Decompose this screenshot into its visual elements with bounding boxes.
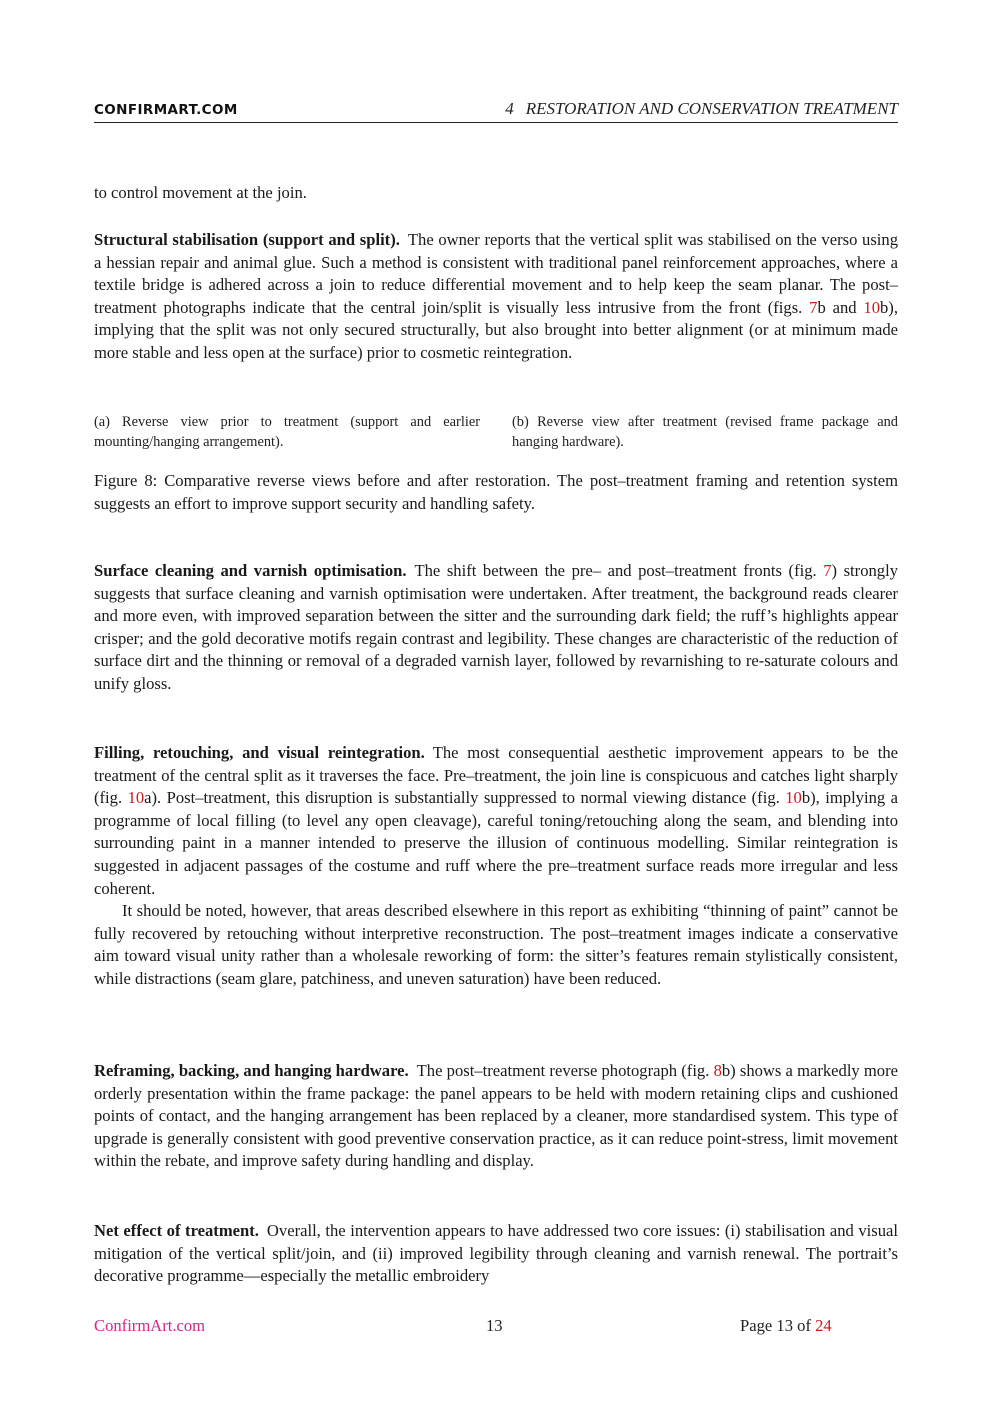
figure-ref-link[interactable]: 7: [809, 297, 818, 317]
figure-ref-link[interactable]: 8: [713, 1061, 722, 1080]
paragraph-heading: Surface cleaning and varnish optimisation.: [94, 561, 407, 580]
paragraph-surface-cleaning: Surface cleaning and varnish optimisation. The shift between the pre– and post–treatment fronts (fig. 7) strongly suggests that surface cleaning and varnish optimisation were undertaken. After treatment, the background reads clearer and more even, with improved separation between the sitter and the surrounding dark field; the ruff’s highlights appear crisper; and the gold decorative motifs regain contrast and legibility. These changes are characteristic of the reduction of surface dirt and the thinning or removal of a degraded varnish layer, followed by revarnishing to re-saturate colours and unify gloss.: [94, 561, 898, 693]
figure-ref-link[interactable]: 10: [127, 788, 145, 808]
paragraph-net-effect: Net effect of treatment. Overall, the intervention appears to have addressed two core issues: (i) stabilisation and visual mitigation of the vertical split/join, and (ii) improved legibility through cleaning and varnish renewal. The portrait’s decorative programme—especially the metallic embroidery: [94, 1221, 899, 1286]
subcaption-a: (a) Reverse view prior to treatment (support and earlier mounting/hanging arrangement).: [94, 414, 480, 450]
figure-ref-link[interactable]: 10: [785, 788, 802, 808]
section-title: RESTORATION AND CONSERVATION TREATMENT: [525, 99, 898, 118]
paragraph-heading: Reframing, backing, and hanging hardware.: [94, 1061, 409, 1080]
figure-ref-link[interactable]: 10: [863, 297, 880, 317]
total-pages-link[interactable]: 24: [815, 1316, 832, 1335]
page-footer: [94, 1316, 898, 1338]
page-header: [94, 98, 898, 123]
subcaption-b: (b) Reverse view after treatment (revised frame package and hanging hardware).: [512, 414, 898, 450]
footer-page-number: 13: [486, 1316, 503, 1335]
paragraph-filling: Filling, retouching, and visual reintegration. The most consequential aesthetic improvement appears to be the treatment of the central split as it traverses the face. Pre–treatment, the join line is conspicuous and catches light sharply (fig. 10a). Post–treatment, this disruption is substantially suppressed to normal viewing distance (fig. 10b), implying a programme of local filling (to level any open cleavage), careful toning/retouching along the seam, and blending into surrounding paint in a manner intended to preserve the illusion of continuous modelling. Similar reintegration is suggested in adjacent passages of the costume and ruff where the pre–treatment surface reads more irregular and less coherent. It should be noted, however, that areas described elsewhere in this report as exhibiting “thinning of paint” cannot be fully recovered by retouching without interpretive reconstruction. The post–treatment images indicate a conservative aim toward visual unity rather than a wholesale reworking of form: the sitter’s features remain stylistically consistent, while distractions (seam glare, patchiness, and uneven saturation) have been reduced.: [94, 742, 898, 991]
paragraph-structural: Structural stabilisation (support and split). The owner reports that the vertical split was stabilised on the verso using a hessian repair and animal glue. Such a method is consistent with traditional panel reinforcement approaches, where a textile bridge is adhered across a join to reduce differential movement and to help keep the seam planar. The post–treatment photographs indicate that the central join/split is visually less intrusive from the front (figs. 7b and 10b), implying that the split was not only secured structurally, but also brought into better alignment (or at minimum made more stable and less open at the surface) prior to cosmetic reintegration.: [94, 230, 898, 362]
figure-8-caption: Figure 8: Comparative reverse views before and after restoration. The post–treatment framing and retention system suggests an effort to improve support security and handling safety.: [94, 471, 898, 513]
footer-site-link[interactable]: ConfirmArt.com: [94, 1316, 206, 1335]
continuation-text: to control movement at the join.: [94, 183, 307, 202]
section-number: 4: [505, 99, 514, 118]
footer-page-of: Page 13 of 24: [740, 1316, 832, 1335]
running-head: [505, 99, 898, 119]
paragraph-heading: Structural stabilisation (support and split).: [94, 230, 400, 249]
paragraph-reframing: Reframing, backing, and hanging hardware. The post–treatment reverse photograph (fig. 8b) shows a markedly more orderly presentation within the frame package: the panel appears to be held with modern retaining clips and cushioned points of contact, and the hanging arrangement has been replaced by a cleaner, more standardised system. This type of upgrade is generally consistent with good preventive conservation practice, as it can reduce point-stress, limit movement within the rebate, and improve safety during handling and display.: [94, 1061, 898, 1171]
confirmart-logo: CONFIRMART.COM: [94, 102, 238, 118]
paragraph-heading: Net effect of treatment.: [94, 1221, 259, 1240]
figure-ref-link[interactable]: 7: [823, 561, 832, 580]
paragraph-heading: Filling, retouching, and visual reintegration.: [94, 743, 425, 762]
paragraph-thinning-note: It should be noted, however, that areas described elsewhere in this report as exhibiting “thinning of paint” cannot be fully recovered by retouching without interpretive reconstruction. The post–treatment images indicate a conservative aim toward visual unity rather than a wholesale reworking of form: the sitter’s features remain stylistically consistent, while distractions (seam glare, patchiness, and uneven saturation) have been reduced.: [94, 901, 898, 988]
